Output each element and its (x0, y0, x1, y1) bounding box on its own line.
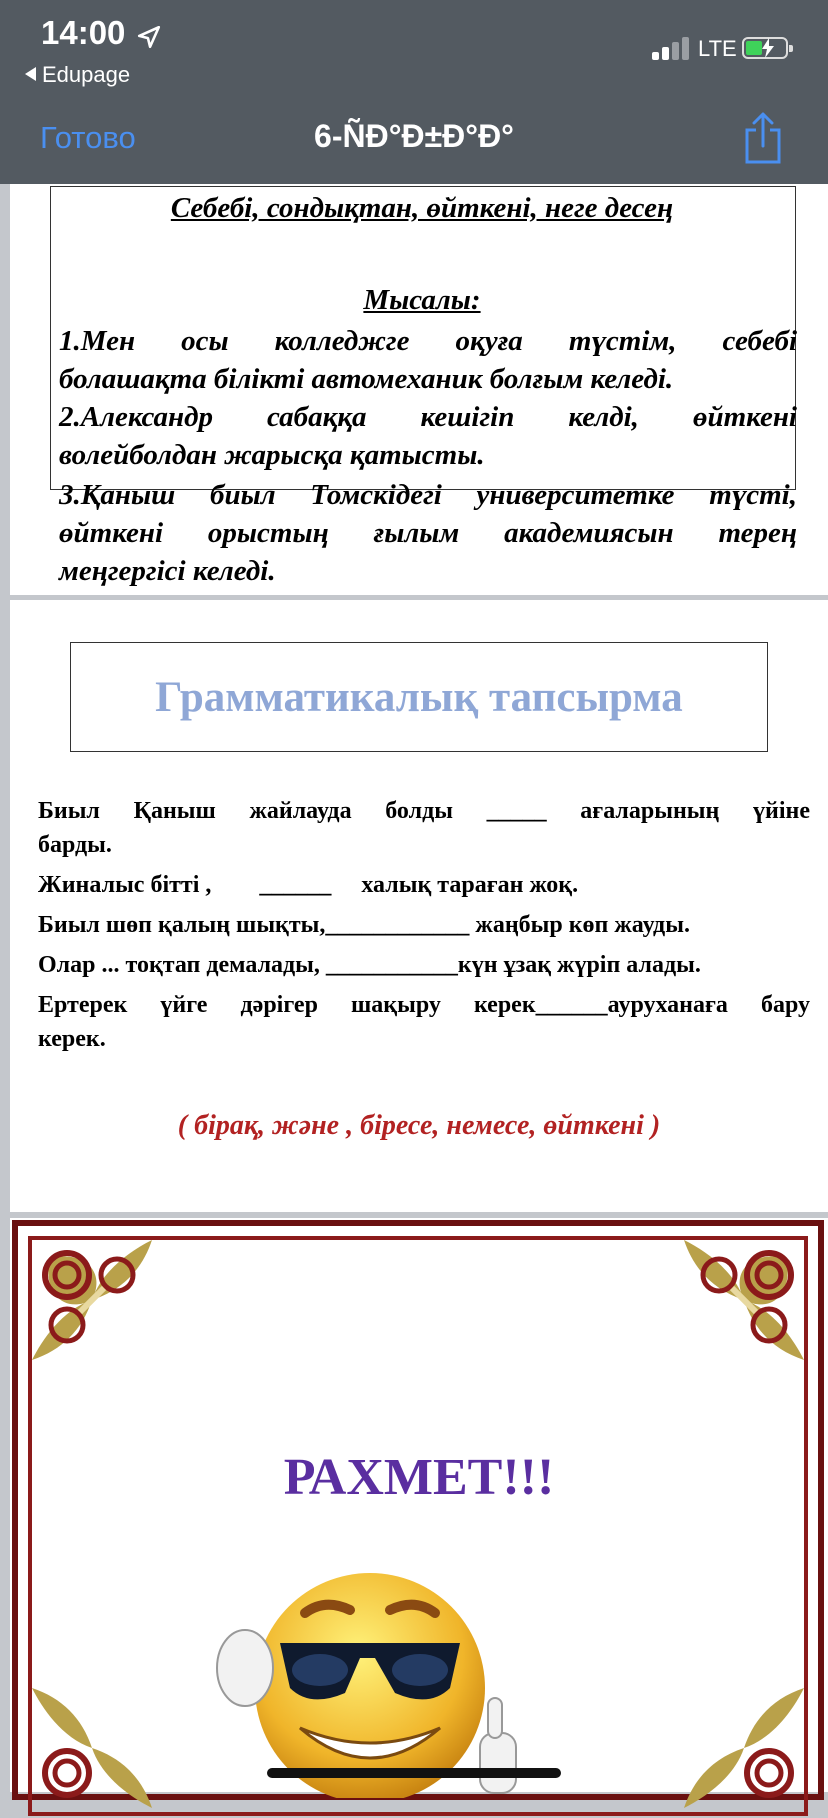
example-line: волейболдан жарысқа қатысты. (59, 439, 485, 471)
conjunctions-heading: Себебі, сондықтан, өйткені, неге десең (170, 192, 674, 224)
exercise-sentence: Биыл Қаныш жайлауда болды _____ ағаларының үйіне (38, 798, 810, 824)
exercise-sentence: Биыл шөп қалың шықты,____________ жаңбыр көп жауды. (38, 912, 690, 938)
document-page-3 (10, 1218, 828, 1792)
exercise-sentence: Жиналыс бітті , ______ халық тараған жоқ. (38, 872, 579, 898)
done-button[interactable]: Готово (40, 120, 136, 155)
document-page-1 (10, 184, 828, 595)
corner-ornament-icon (22, 1678, 162, 1818)
back-app-label: Edupage (42, 62, 131, 87)
example-label: Мысалы: (363, 284, 481, 316)
example-line: меңгергісі келеді. (59, 555, 276, 587)
network-type: LTE (698, 36, 737, 61)
example-line: 2.Александр сабаққа кешігіп келді, өйткені (59, 401, 797, 433)
exercise-sentence: барды. (38, 832, 112, 858)
thanks-heading: РАХМЕТ!!! (283, 1449, 555, 1506)
home-indicator[interactable] (267, 1768, 561, 1778)
top-bar (0, 0, 828, 184)
exercise-sentence: керек. (38, 1026, 106, 1052)
document-page-2 (10, 600, 828, 1212)
battery-charging-icon (742, 37, 788, 59)
example-line: болашақта білікті автомеханик болғым келеді. (59, 363, 674, 395)
location-arrow-icon (136, 24, 162, 50)
word-bank-hint: ( бірақ, және , біресе, немесе, өйткені ) (177, 1110, 661, 1141)
signal-icon (652, 36, 692, 60)
example-line: 3.Қаныш биыл Томскідегі университетке түсті, (59, 479, 797, 511)
smiley-sunglasses-icon (210, 1558, 550, 1798)
corner-ornament-icon (22, 1230, 162, 1370)
example-line: 1.Мен осы колледжге оқуға түстім, себебі (59, 325, 797, 357)
grammar-title-box (70, 642, 768, 752)
corner-ornament-icon (674, 1678, 814, 1818)
exercise-sentence: Ертерек үйге дәрігер шақыру керек______ауруханаға бару (38, 992, 810, 1018)
back-triangle-icon (25, 67, 36, 81)
corner-ornament-icon (674, 1230, 814, 1370)
back-to-app-link[interactable] (25, 62, 130, 88)
example-line: өйткені орыстың ғылым академиясын терең (59, 517, 797, 549)
status-time: 14:00 (41, 14, 126, 51)
share-icon[interactable] (743, 112, 783, 164)
exercise-sentence: Олар ... тоқтап демалады, ___________күн ұзақ жүріп алады. (38, 952, 701, 978)
document-title: 6-ÑÐ°Ð±Ð°Ð° (314, 118, 514, 154)
grammar-task-title: Грамматикалық тапсырма (155, 673, 683, 721)
